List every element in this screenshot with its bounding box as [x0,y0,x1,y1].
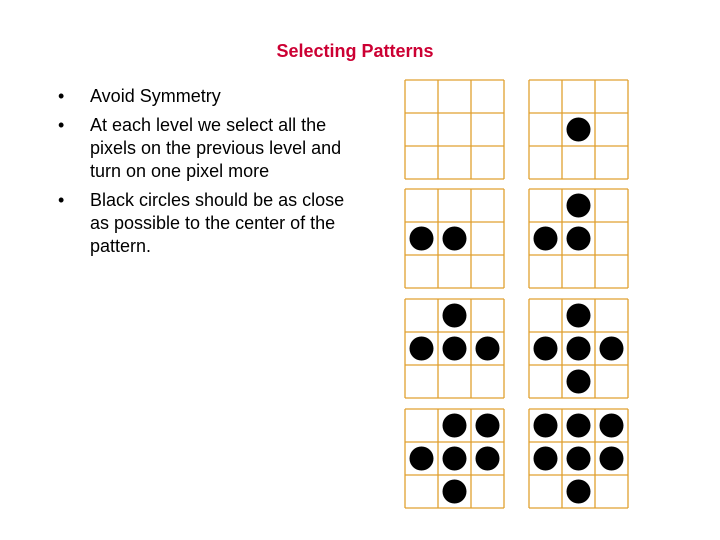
pixel-on-circle [567,337,591,361]
pixel-on-circle [600,337,624,361]
pixel-on-circle [443,227,467,251]
bullet-item [58,189,348,258]
pixel-on-circle [476,414,500,438]
pixel-on-circle [600,447,624,471]
pixel-on-circle [476,447,500,471]
pixel-on-circle [567,414,591,438]
bullet-text: Black circles should be as close as possible to the center of the pattern. [90,190,345,256]
bullet-text: Avoid Symmetry [90,86,221,106]
bullet-list [58,85,348,264]
pattern-svg [404,79,505,180]
pixel-on-circle [534,414,558,438]
pixel-on-circle [534,447,558,471]
pattern-svg [404,188,505,289]
pixel-on-circle [410,447,434,471]
pattern-svg [528,188,629,289]
pattern-grid-level-1 [528,79,629,180]
bullet-dot: • [58,115,65,135]
slide-title: Selecting Patterns [276,41,434,61]
bullet-dot: • [58,86,65,106]
pattern-svg [404,408,505,509]
pixel-on-circle [443,480,467,504]
pixel-on-circle [567,480,591,504]
pixel-on-circle [567,118,591,142]
pixel-on-circle [567,227,591,251]
pixel-on-circle [443,447,467,471]
pattern-grid-level-7 [528,408,629,509]
pixel-on-circle [567,447,591,471]
bullet-item [58,85,348,108]
pixel-on-circle [443,304,467,328]
pattern-svg [528,79,629,180]
bullet-text: At each level we select all the pixels on the previous level and turn on one pixel more [90,115,342,181]
pixel-on-circle [410,227,434,251]
pixel-on-circle [476,337,500,361]
pixel-on-circle [410,337,434,361]
pattern-grid-level-4 [404,298,505,399]
pixel-on-circle [443,414,467,438]
pixel-on-circle [534,227,558,251]
pattern-grid-level-3 [528,188,629,289]
pattern-grid-level-6 [404,408,505,509]
pixel-on-circle [600,414,624,438]
bullet-item [58,114,348,183]
pattern-svg [528,298,629,399]
pattern-grid-level-0 [404,79,505,180]
pattern-svg [404,298,505,399]
bullet-dot: • [58,190,65,210]
pixel-on-circle [567,304,591,328]
pattern-svg [528,408,629,509]
pixel-on-circle [534,337,558,361]
pixel-on-circle [443,337,467,361]
pattern-grid-level-2 [404,188,505,289]
pixel-on-circle [567,370,591,394]
pixel-on-circle [567,194,591,218]
pattern-grid-level-5 [528,298,629,399]
